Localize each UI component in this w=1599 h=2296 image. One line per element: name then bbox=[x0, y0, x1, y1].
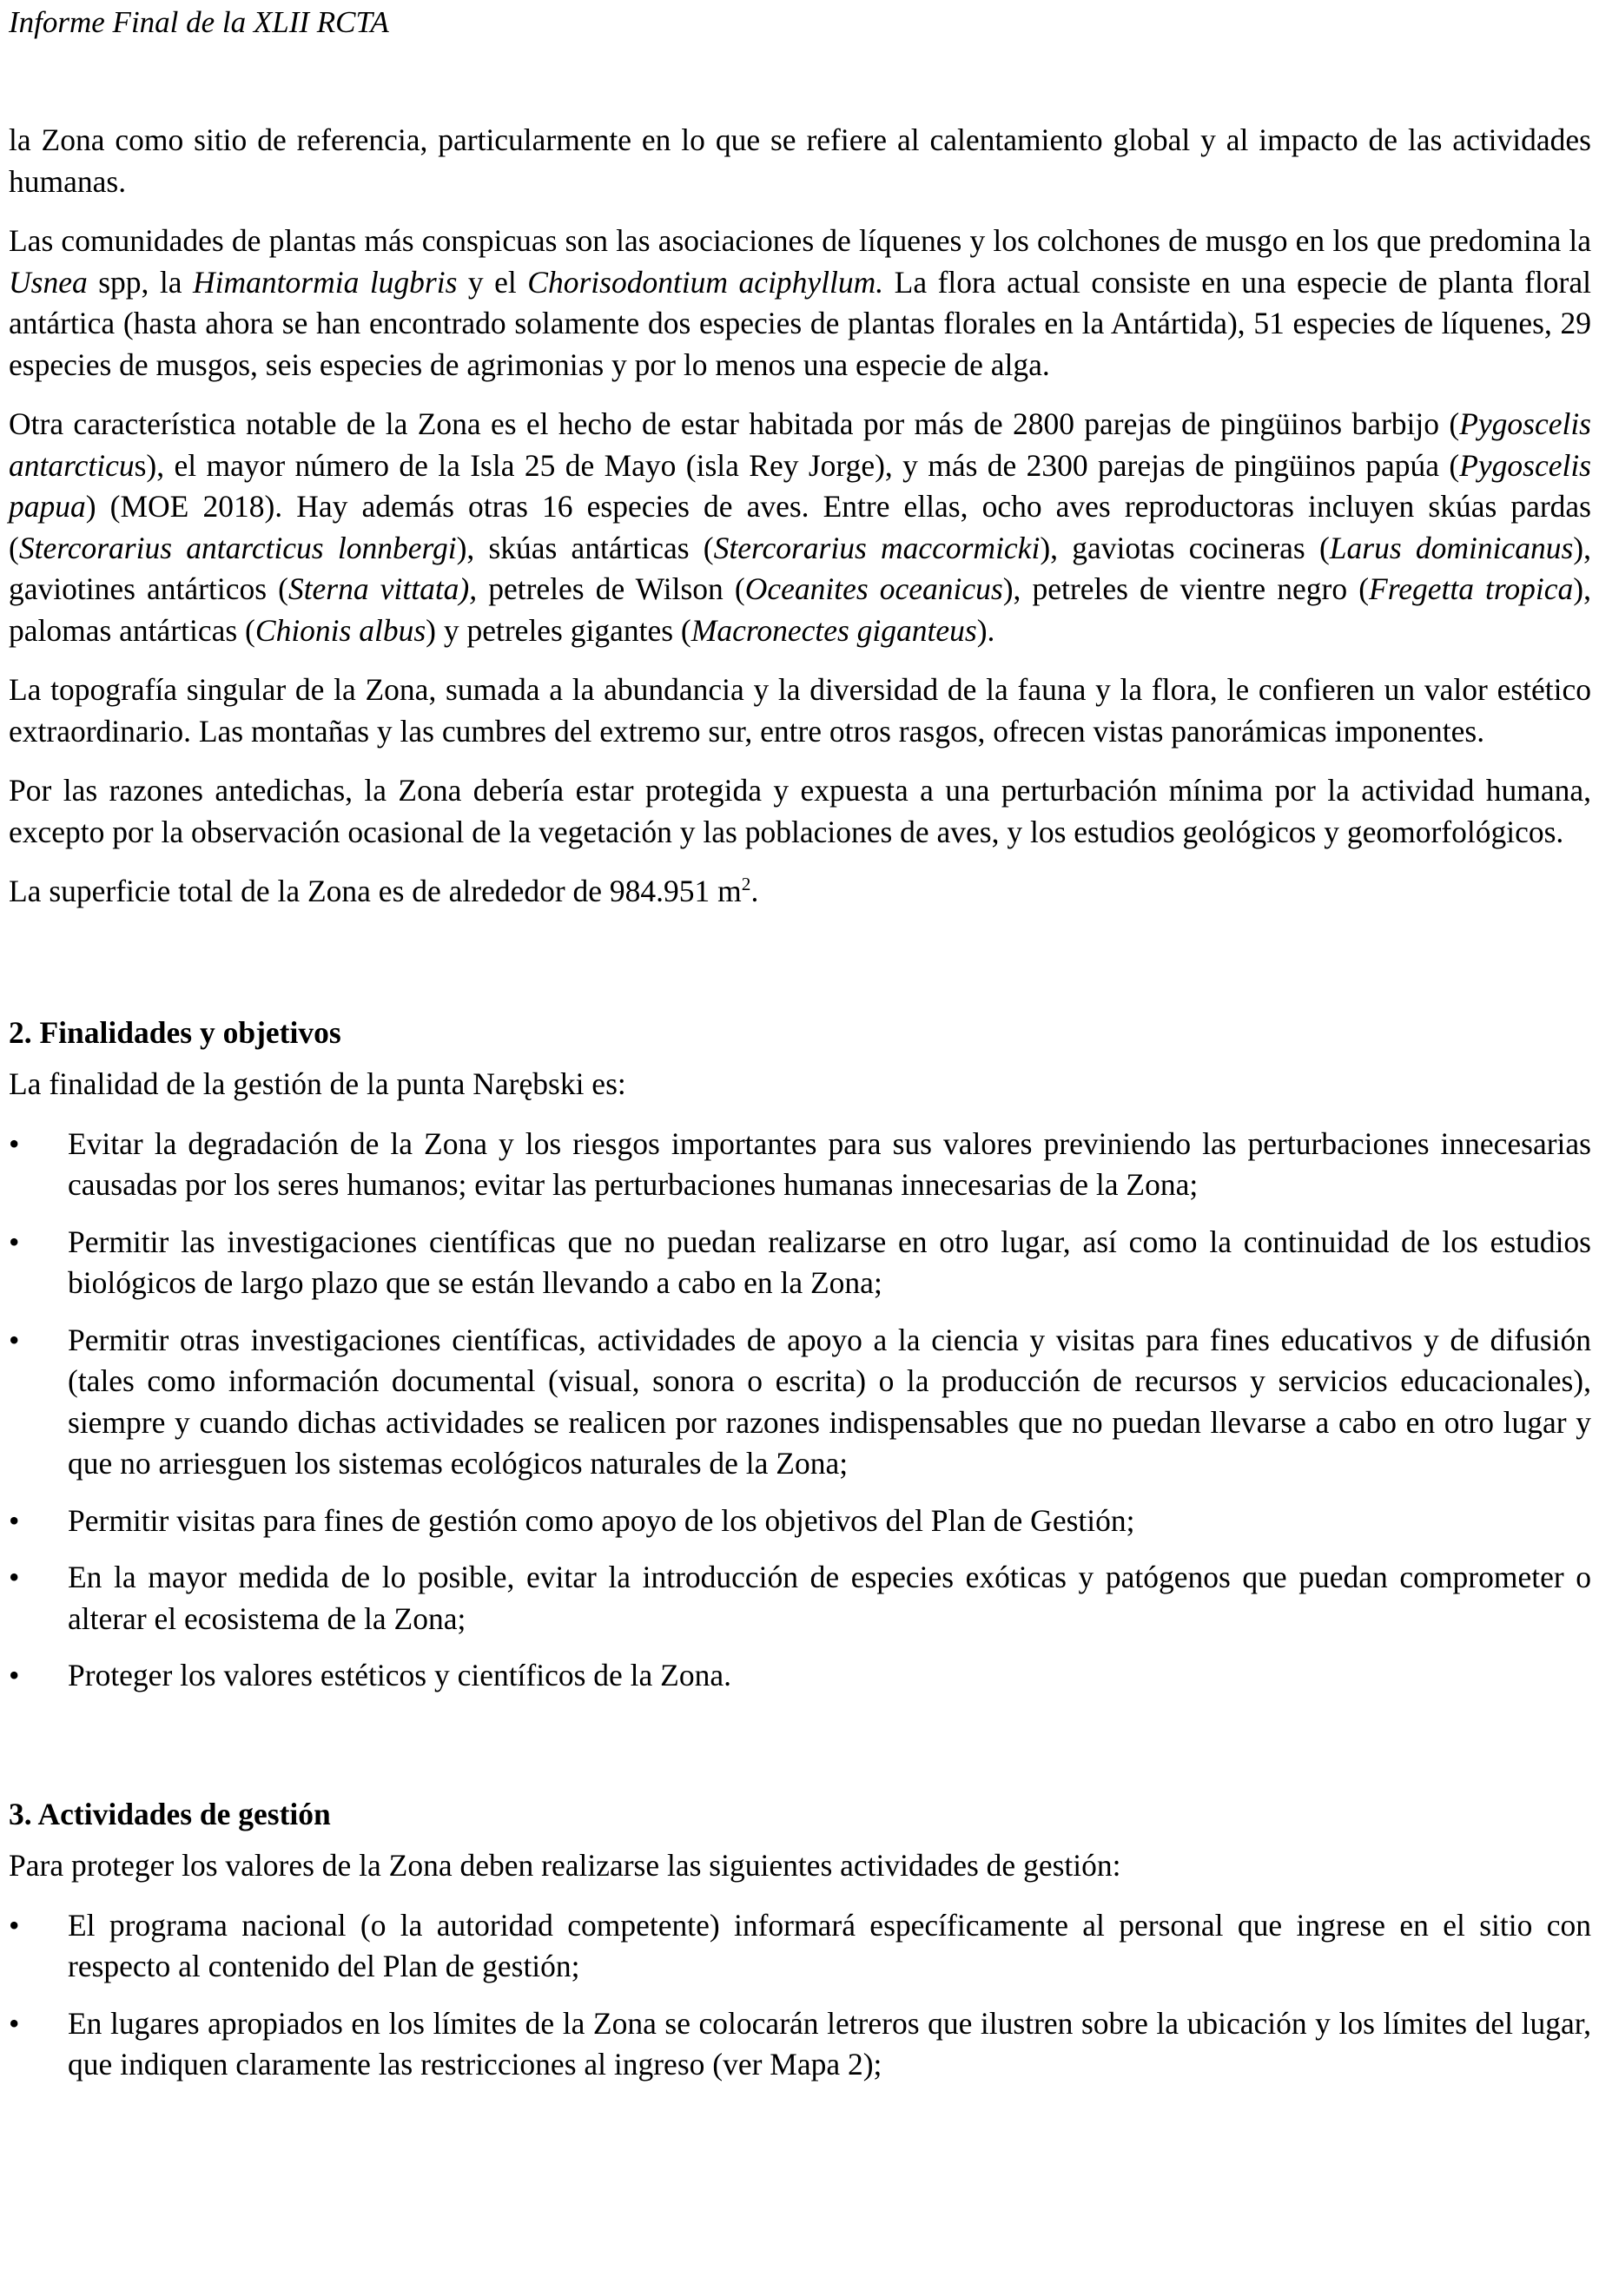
document-body bbox=[9, 120, 1591, 2101]
list-item: • El programa nacional (o la autoridad competente) informará específicamente al personal que ingrese en el sitio con respecto al contenido del Plan de gestión; bbox=[9, 1905, 1591, 1988]
section-intro-aims: La finalidad de la gestión de la punta Narębski es: bbox=[9, 1066, 626, 1101]
species-name: Stercorarius antarcticus lonnbergi bbox=[18, 530, 457, 565]
bullet-icon: • bbox=[9, 1907, 20, 1943]
bullet-icon: • bbox=[9, 1560, 20, 1594]
species-name: Macronectes giganteus bbox=[690, 612, 977, 648]
running-header: Informe Final de la XLII RCTA bbox=[9, 5, 389, 39]
species-name: Larus dominicanus bbox=[1329, 530, 1574, 565]
bullet-icon: • bbox=[9, 1322, 20, 1357]
bullet-icon: • bbox=[9, 1125, 20, 1161]
species-name: Pygoscelis papua bbox=[9, 447, 1591, 524]
paragraph-topography: La topografía singular de la Zona, sumada a la abundancia y la diversidad de la fauna y la flora, le confieren un valor estético extraordinario. Las montañas y las cumbres del extremo sur, entre otros rasgos, ofrecen vistas panorámicas imponentes. bbox=[9, 672, 1591, 749]
list-item: • Evitar la degradación de la Zona y los riesgos importantes para sus valores previniendo las perturbaciones innecesarias causadas por los seres humanos; evitar las perturbaciones humanas innecesarias de la Zona; bbox=[9, 1124, 1591, 1206]
list-item: • Proteger los valores estéticos y científicos de la Zona. bbox=[9, 1655, 1591, 1697]
paragraph-fauna: Otra característica notable de la Zona es el hecho de estar habitada por más de 2800 parejas de pingüinos barbijo (Pygoscelis antarcticus), el mayor número de la Isla 25 de Mayo (isla Rey Jorge), y más de 2300 parejas de pingüinos papúa (Pygoscelis papua) (MOE 2018). Hay además otras 16 especies de aves. Entre ellas, ocho aves reproductoras incluyen skúas pardas (Stercorarius antarcticus lonnbergi), skúas antárticas (Stercorarius maccormicki), gaviotas cocineras (Larus dominicanus), gaviotines antárticos (Sterna vittata), petreles de Wilson (Oceanites oceanicus), petreles de vientre negro (Fregetta tropica), palomas antárticas (Chionis albus) y petreles gigantes (Macronectes giganteus). bbox=[9, 406, 1591, 648]
superscript-2: 2 bbox=[741, 874, 751, 895]
management-list bbox=[9, 1905, 1591, 2086]
bullet-icon: • bbox=[9, 2005, 20, 2041]
list-item: • Permitir otras investigaciones científicas, actividades de apoyo a la ciencia y visitas para fines educativos y de difusión (tales como información documental (visual, sonora o escrita) o la producción de recursos y servicios educacionales), siempre y cuando dichas actividades se realicen por razones indispensables que no puedan llevarse a cabo en otro lugar y que no arriesguen los sistemas ecológicos naturales de la Zona; bbox=[9, 1320, 1591, 1485]
section-intro-management: Para proteger los valores de la Zona deben realizarse las siguientes actividades de gestión: bbox=[9, 1848, 1121, 1883]
paragraph-protection-reasons: Por las razones antedichas, la Zona debería estar protegida y expuesta a una perturbación mínima por la actividad humana, excepto por la observación ocasional de la vegetación y las poblaciones de aves, y los estudios geológicos y geomorfológicos. bbox=[9, 773, 1591, 849]
species-name: Chorisodontium aciphyllum. bbox=[527, 264, 884, 300]
species-name: Sterna vittata), bbox=[287, 571, 478, 606]
list-item: • En lugares apropiados en los límites de la Zona se colocarán letreros que ilustren sobre la ubicación y los límites del lugar, que indiquen claramente las restricciones al ingreso (ver Mapa 2); bbox=[9, 2003, 1591, 2086]
bullet-icon: • bbox=[9, 1658, 20, 1692]
species-name: Chionis albus bbox=[254, 612, 426, 648]
bullet-icon: • bbox=[9, 1224, 20, 1259]
species-name: Pygoscelis antarcticu bbox=[9, 406, 1591, 483]
species-name: Fregetta tropica bbox=[1369, 571, 1574, 606]
species-name: Himantormia lugbris bbox=[193, 264, 458, 300]
list-item: • En la mayor medida de lo posible, evitar la introducción de especies exóticas y patógenos que puedan comprometer o alterar el ecosistema de la Zona; bbox=[9, 1557, 1591, 1640]
paragraph-flora: Las comunidades de plantas más conspicuas son las asociaciones de líquenes y los colchones de musgo en los que predomina la Usnea spp, la Himantormia lugbris y el Chorisodontium aciphyllum. La flora actual consiste en una especie de planta floral antártica (hasta ahora se han encontrado solamente dos especies de plantas florales en la Antártida), 51 especies de líquenes, 29 especies de musgos, seis especies de agrimonias y por lo menos una especie de alga. bbox=[9, 223, 1591, 382]
species-name: Stercorarius maccormicki bbox=[713, 530, 1041, 565]
list-item: • Permitir visitas para fines de gestión como apoyo de los objetivos del Plan de Gestión; bbox=[9, 1501, 1591, 1542]
section-heading-management: 3. Actividades de gestión bbox=[9, 1796, 331, 1831]
species-name: Oceanites oceanicus bbox=[744, 571, 1003, 606]
species-name: Usnea bbox=[9, 264, 88, 300]
paragraph-reference-site: la Zona como sitio de referencia, particularmente en lo que se refiere al calentamiento global y al impacto de las actividades humanas. bbox=[9, 122, 1591, 199]
aims-list bbox=[9, 1124, 1591, 1697]
list-item: • Permitir las investigaciones científicas que no puedan realizarse en otro lugar, así como la continuidad de los estudios biológicos de largo plazo que se están llevando a cabo en la Zona; bbox=[9, 1222, 1591, 1304]
paragraph-total-area: La superficie total de la Zona es de alrededor de 984.951 $m^2$. bbox=[9, 874, 759, 908]
section-heading-aims: 2. Finalidades y objetivos bbox=[9, 1014, 341, 1050]
bullet-icon: • bbox=[9, 1502, 20, 1538]
